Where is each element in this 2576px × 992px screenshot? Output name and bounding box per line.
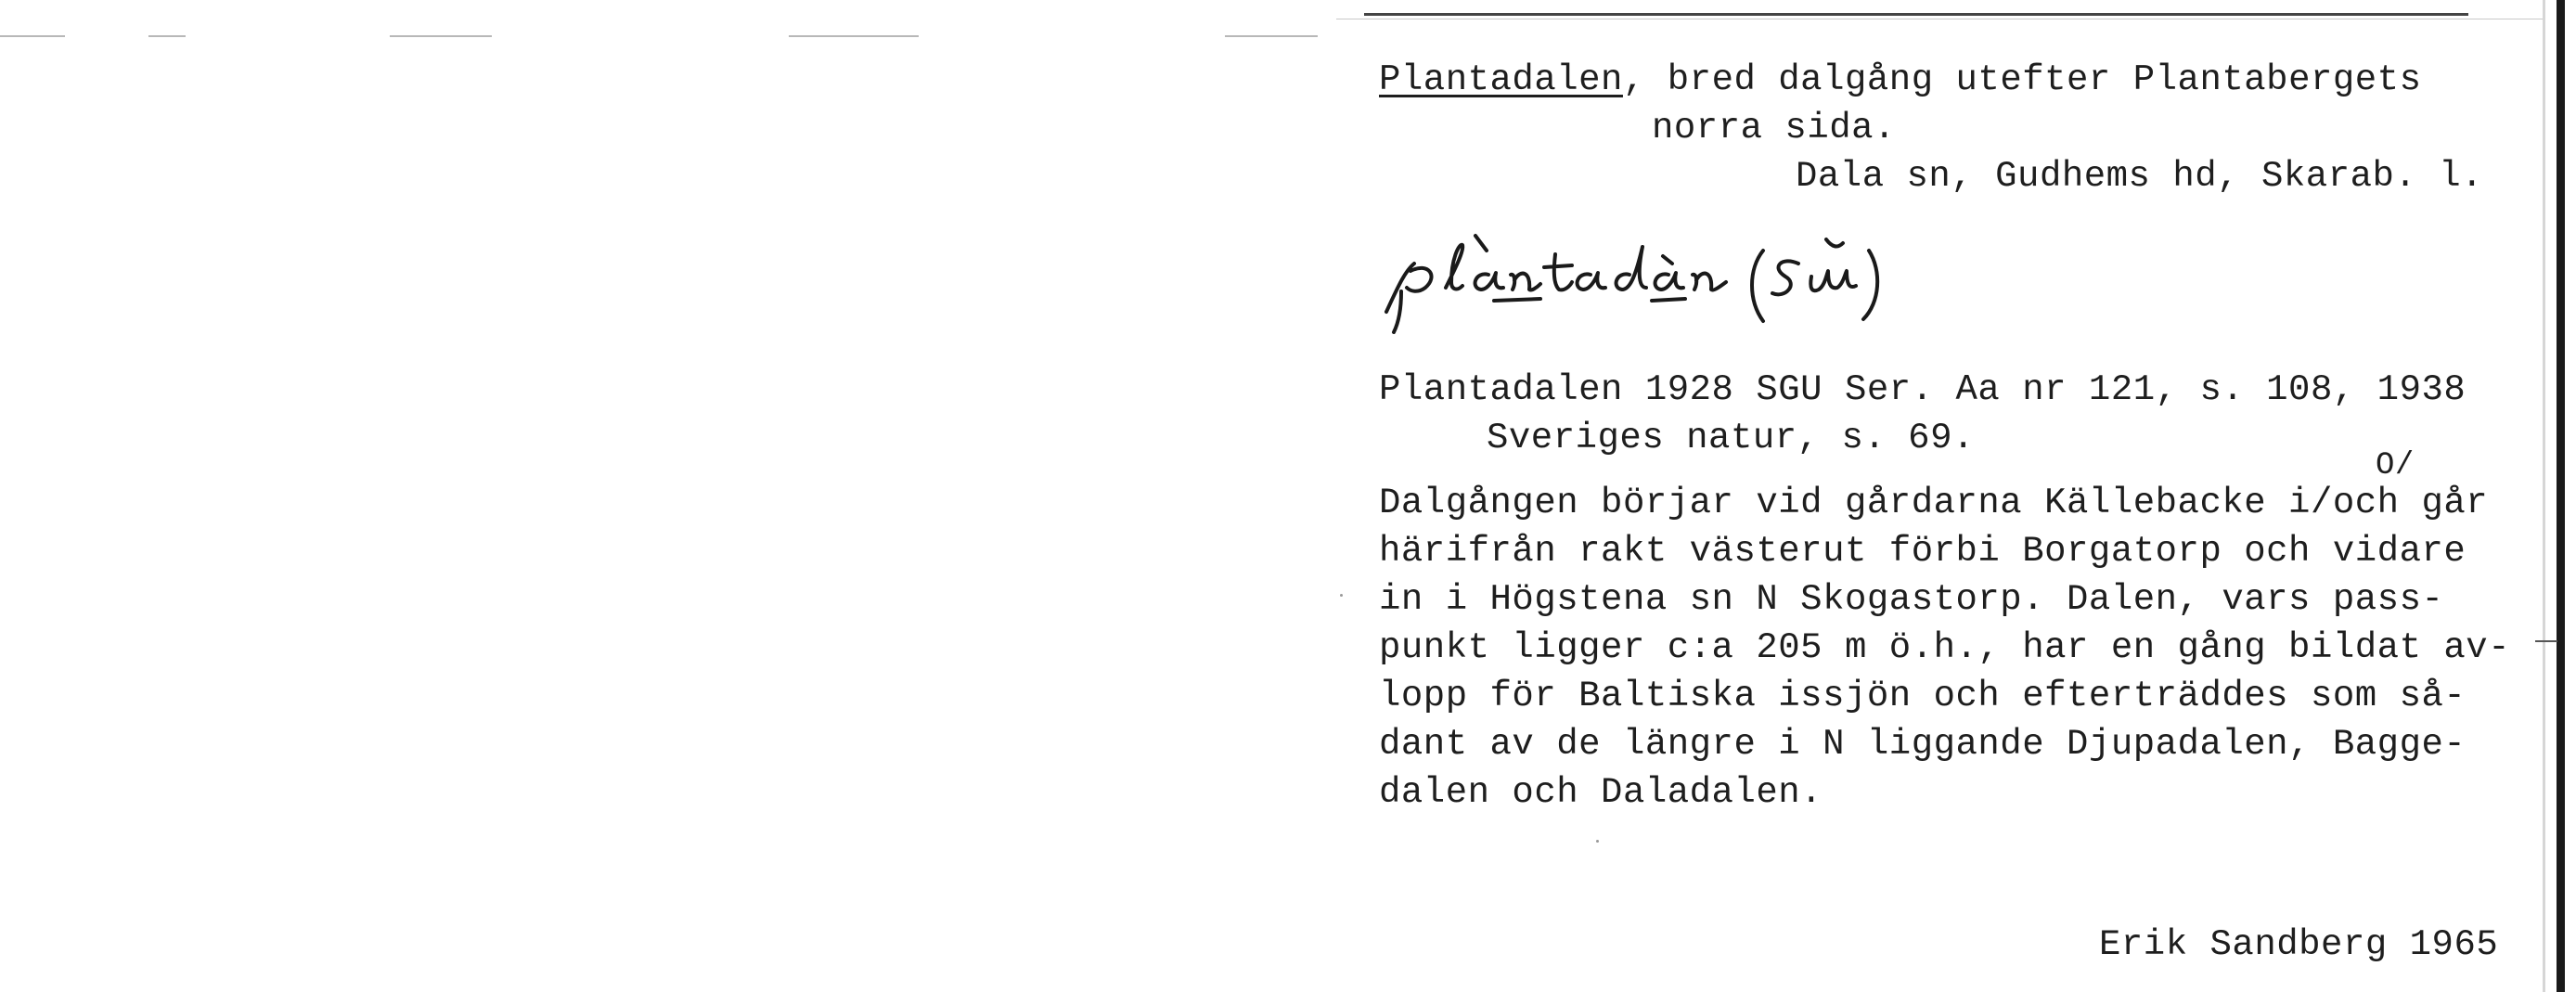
heading-line-1 (1379, 56, 2422, 104)
card-right-border (2557, 0, 2565, 992)
description-line: dalen och Daladalen. (1379, 772, 1823, 813)
card-top-rule (1364, 13, 2468, 16)
index-card (1336, 0, 2576, 992)
description-line: in i Högstena sn N Skogastorp. Dalen, vars pass- (1379, 579, 2444, 620)
place-description: , bred dalgång utefter Plantabergets (1622, 59, 2422, 100)
scan-edge-mark (0, 35, 65, 37)
reference-line-1: Plantadalen 1928 SGU Ser. Aa nr 121, s. 108, 1938 (1379, 369, 2467, 410)
scan-edge-mark (148, 35, 186, 37)
scan-edge-mark (390, 35, 492, 37)
description-line: punkt ligger c:a 205 m ö.h., har en gång bildat av- (1379, 627, 2511, 668)
description-line: dant av de längre i N liggande Djupadalen, Bagge- (1379, 724, 2467, 765)
scan-edge-mark (789, 35, 919, 37)
heading-line-2: norra sida. (1652, 108, 1896, 148)
card-right-shadow (2543, 0, 2545, 992)
description-line: Dalgången börjar vid gårdarna Källebacke i/och går (1379, 483, 2489, 523)
scan-speck (1596, 840, 1599, 843)
place-name: Plantadalen (1379, 59, 1623, 100)
location-line: Dala sn, Gudhems hd, Skarab. l. (1796, 156, 2484, 197)
correction-mark: O/ (2376, 448, 2415, 483)
reference-line-2: Sveriges natur, s. 69. (1487, 418, 1975, 458)
handwritten-pronunciation-signature (1373, 223, 2041, 334)
margin-tick (2535, 640, 2557, 642)
scan-speck (1340, 594, 1343, 597)
description-line: lopp för Baltiska issjön och efterträddes som så- (1379, 676, 2467, 716)
author-signature: Erik Sandberg 1965 (2099, 924, 2499, 965)
scan-edge-mark (1225, 35, 1318, 37)
description-line: härifrån rakt västerut förbi Borgatorp och vidare (1379, 531, 2467, 572)
